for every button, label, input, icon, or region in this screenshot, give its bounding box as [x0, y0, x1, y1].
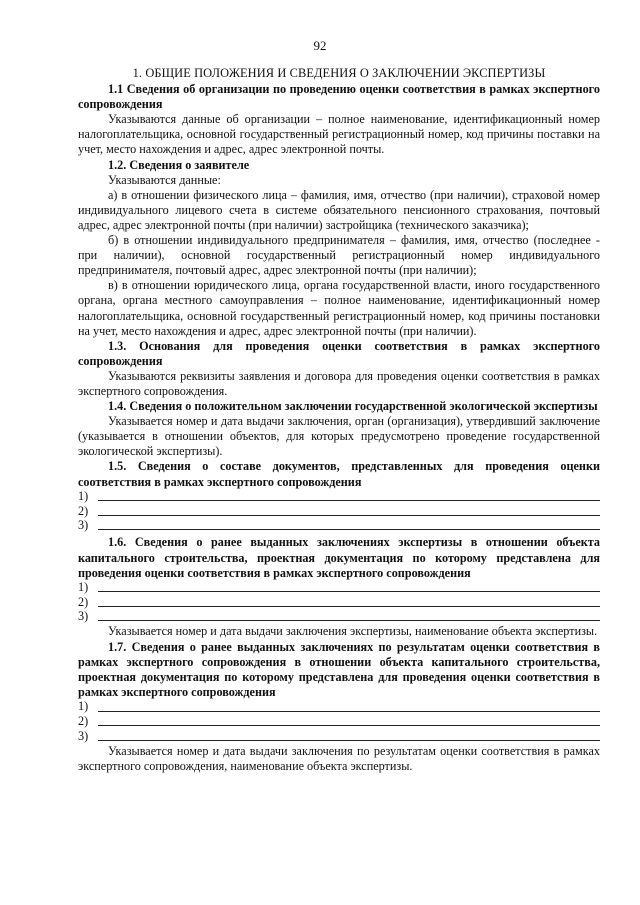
applicant-item-b: б) в отношении индивидуального предпринимателя – фамилия, имя, отчество (последнее - при наличии), основной государственный регистрационный номер индивидуального предпринимателя, почтовый адрес, адрес электронной почты (при наличии); — [78, 233, 600, 278]
blank-line-item — [78, 595, 600, 610]
item-number: 2) — [78, 503, 89, 518]
subsection-title-1-2: 1.2. Сведения о заявителе — [108, 157, 250, 172]
subsection-title-1-4: 1.4. Сведения о положительном заключении государственной экологической экспертизы — [108, 399, 598, 414]
subsection-title-1-6: 1.6. Сведения о ранее выданных заключениях экспертизы в отношении объекта капитального строительства, проектная документация по которому представлена для проведения оценки соответствия в рамках экспертного сопровождения — [78, 535, 600, 580]
fill-in-rule — [98, 590, 600, 592]
fill-in-rule — [98, 724, 600, 726]
blank-line-item — [78, 729, 600, 744]
subsection-title-1-7: 1.7. Сведения о ранее выданных заключениях по результатам оценки соответствия в рамках экспертного сопровождения в отношении объекта капитального строительства, проектная документация по которому представлена для проведения оценки соответствия в рамках экспертного сопровождения — [78, 639, 600, 699]
blank-line-item — [78, 700, 600, 715]
subsection-title-1-5: 1.5. Сведения о составе документов, представленных для проведения оценки соответствия в рамках экспертного сопровождения — [78, 459, 600, 489]
blank-line-item — [78, 490, 600, 505]
subsection-note-1-7: Указывается номер и дата выдачи заключения по результатам оценки соответствия в рамках экспертного сопровождения, наименование объекта экспертизы. — [78, 743, 600, 773]
subsection-text-1-3: Указываются реквизиты заявления и договора для проведения оценки соответствия в рамках экспертного сопровождения. — [78, 368, 600, 398]
item-number: 2) — [78, 594, 89, 609]
item-number: 1) — [78, 489, 89, 504]
item-number: 1) — [78, 580, 89, 595]
blank-line-item — [78, 715, 600, 730]
fill-in-rule — [98, 499, 600, 501]
subsection-title-1-3: 1.3. Основания для проведения оценки соответствия в рамках экспертного сопровождения — [78, 338, 600, 368]
subsection-title-1-1: 1.1 Сведения об организации по проведению оценки соответствия в рамках экспертного сопровождения — [78, 82, 600, 112]
fill-in-rule — [98, 619, 600, 621]
applicant-item-a: а) в отношении физического лица – фамилия, имя, отчество (при наличии), страховой номер индивидуального лицевого счета в системе обязательного пенсионного страхования, почтовый адрес, адрес электронной почты (при наличии) застройщика (технического заказчика); — [78, 187, 600, 232]
blank-line-item — [78, 519, 600, 534]
item-number: 2) — [78, 714, 89, 729]
blank-line-item — [78, 610, 600, 625]
page-number: 92 — [313, 38, 327, 53]
subsection-text-1-4: Указывается номер и дата выдачи заключения, орган (организация), утвердивший заключение (указывается в отношении объектов, для которых предусмотрено проведение государственной экологической экспертизы). — [78, 414, 600, 459]
fill-in-rule — [98, 605, 600, 607]
subsection-intro-1-2: Указываются данные: — [108, 172, 221, 187]
subsection-text-1-1: Указываются данные об организации – полное наименование, идентификационный номер налогоплательщика, основной государственный регистрационный номер, код причины поставки на учет, место нахождения и адрес, адрес электронной почты. — [78, 112, 600, 157]
item-number: 3) — [78, 609, 89, 624]
item-number: 3) — [78, 518, 89, 533]
blank-line-item — [78, 581, 600, 596]
fill-in-rule — [98, 710, 600, 712]
item-number: 3) — [78, 728, 89, 743]
fill-in-rule — [98, 514, 600, 516]
fill-in-rule — [98, 739, 600, 741]
subsection-note-1-6: Указывается номер и дата выдачи заключения экспертизы, наименование объекта экспертизы. — [108, 624, 598, 639]
applicant-item-c: в) в отношении юридического лица, органа государственной власти, иного государственного органа, органа местного самоуправления – полное наименование, идентификационный номер налогоплательщика, основной государственный регистрационный номер, код причины постановки на учет, место нахождения и адрес, адрес электронной почты (при наличии). — [78, 278, 600, 338]
item-number: 1) — [78, 699, 89, 714]
fill-in-rule — [98, 528, 600, 530]
section-heading: 1. ОБЩИЕ ПОЛОЖЕНИЯ И СВЕДЕНИЯ О ЗАКЛЮЧЕНИИ ЭКСПЕРТИЗЫ — [132, 66, 546, 80]
document-body — [78, 66, 600, 774]
blank-line-item — [78, 504, 600, 519]
